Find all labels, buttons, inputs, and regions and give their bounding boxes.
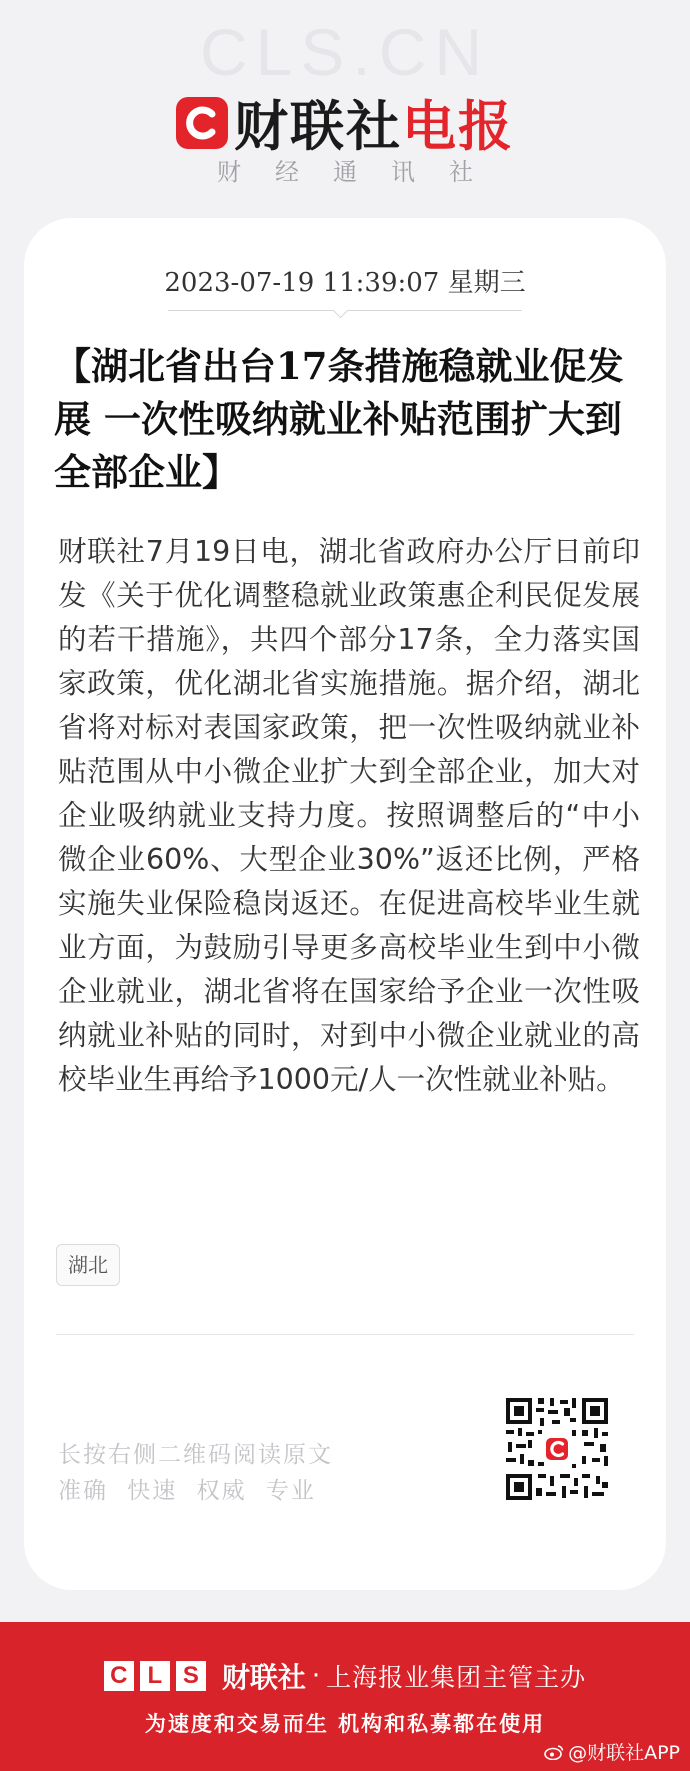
brand-name-red: 电报	[402, 95, 514, 158]
article-datetime: 2023-07-19 11:39:07 星期三	[164, 268, 526, 298]
brand-tagline: 财经通讯社	[217, 158, 507, 186]
brand-name-black: 财联社	[234, 95, 402, 158]
article-title: 【湖北省出台17条措施稳就业促发展 一次性吸纳就业补贴范围扩大到全部企业】	[54, 344, 624, 494]
footer-cls-letter-l: L	[140, 1661, 170, 1691]
brand-header	[0, 84, 690, 161]
footer-brand-row	[0, 1656, 690, 1696]
cls-logo-icon	[176, 97, 228, 149]
article-card	[24, 218, 666, 1590]
brand-name	[234, 84, 514, 161]
weibo-handle-text: @财联社APP	[568, 1742, 680, 1764]
article-body: 财联社7月19日电，湖北省政府办公厅日前印发《关于优化调整稳就业政策惠企利民促发展的若干措施》，共四个部分17条，全力落实国家政策，优化湖北省实施措施。据介绍，湖北省将对标对表国家政策，把一次性吸纳就业补贴范围从中小微企业扩大到全部企业，加大对企业吸纳就业支持力度。按照调整后的“中小微企业60%、大型企业30%”返还比例，严格实施失业保险稳岗返还。在促进高校毕业生就业方面，为鼓励引导更多高校毕业生到中小微企业就业，湖北省将在国家给予企业一次性吸纳就业补贴的同时，对到中小微企业就业的高校毕业生再给予1000元/人一次性就业补贴。	[58, 535, 640, 1096]
section-divider	[56, 1334, 634, 1335]
footer-brand-name: 财联社	[221, 1661, 306, 1694]
footer-banner	[0, 1622, 690, 1771]
weibo-handle[interactable]	[544, 1738, 680, 1765]
qr-hint-line2: 准确 快速 权威 专业	[58, 1478, 316, 1504]
footer-cls-letter-c: C	[104, 1661, 134, 1691]
footer-separator: ·	[311, 1661, 321, 1691]
footer-cls-letter-s: S	[176, 1661, 206, 1691]
article-tag[interactable]: 湖北	[56, 1244, 120, 1286]
watermark-text: CLS.CN	[199, 15, 491, 89]
footer-slogan: 为速度和交易而生 机构和私募都在使用	[144, 1711, 546, 1736]
footer-organization: 上海报业集团主管主办	[326, 1663, 587, 1692]
weibo-icon	[544, 1744, 564, 1760]
qr-code-icon[interactable]	[504, 1396, 610, 1502]
date-divider-notch	[333, 303, 349, 319]
qr-hint-line1: 长按右侧二维码阅读原文	[58, 1442, 333, 1468]
